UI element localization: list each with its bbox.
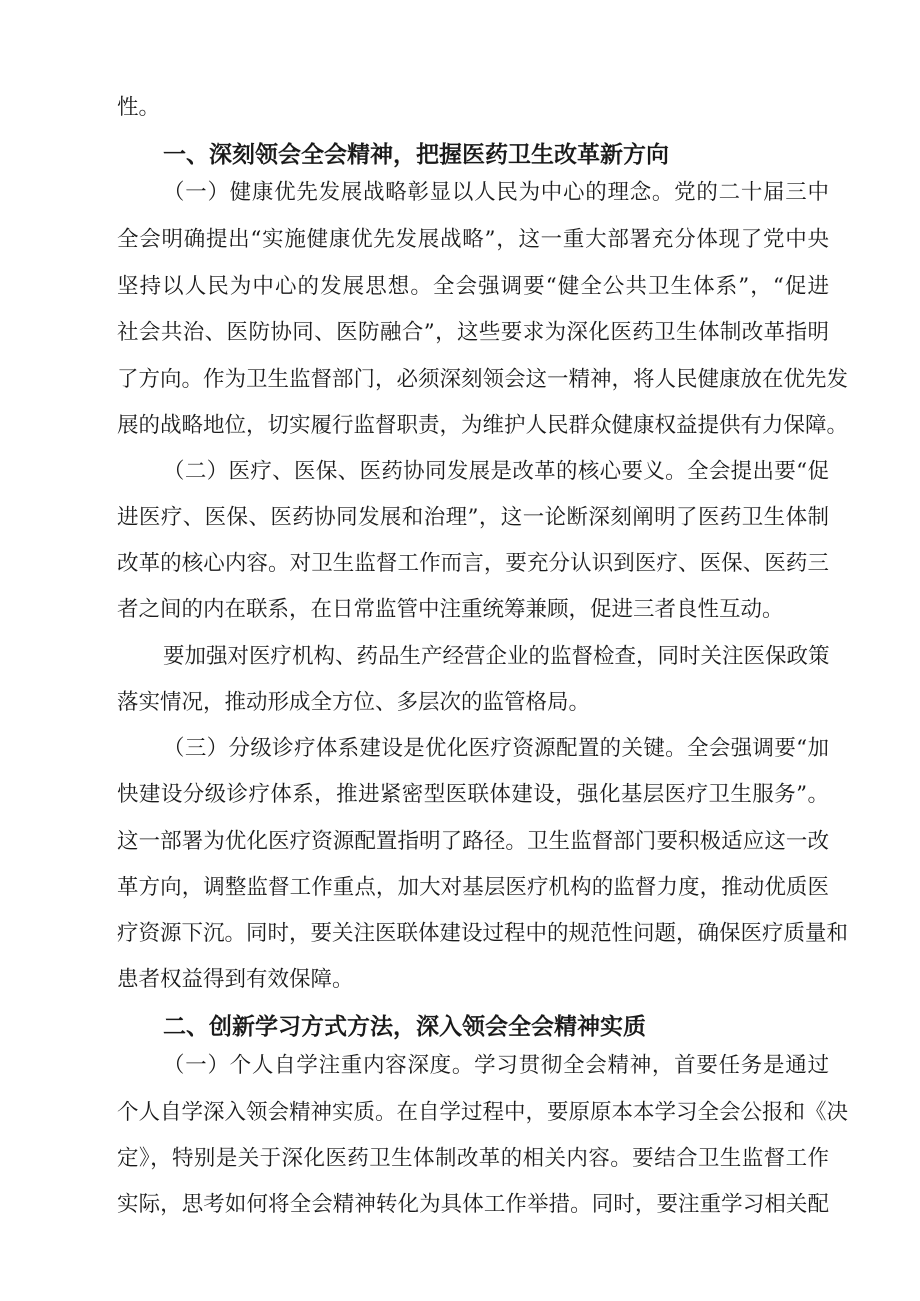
paragraph-line: 进医疗、医保、医药协同发展和治理”，这一论断深刻阐明了医药卫生体制 xyxy=(117,505,829,530)
paragraph-line: 患者权益得到有效保障。 xyxy=(117,967,354,992)
paragraph-line: （一）个人自学注重内容深度。学习贯彻全会精神，首要任务是通过 xyxy=(163,1053,829,1078)
paragraph-line: 全会明确提出“实施健康优先发展战略”，这一重大部署充分体现了党中央 xyxy=(117,227,829,252)
paragraph-line: 革方向，调整监督工作重点，加大对基层医疗机构的监督力度，推动优质医 xyxy=(117,875,829,900)
paragraph-line: 落实情况，推动形成全方位、多层次的监管格局。 xyxy=(117,690,591,715)
paragraph-line: 社会共治、医防协同、医防融合”，这些要求为深化医药卫生体制改革指明 xyxy=(117,320,829,345)
paragraph-line: 快建设分级诊疗体系，推进紧密型医联体建设，强化基层医疗卫生服务”。 xyxy=(117,782,829,807)
section-heading-1: 一、深刻领会全会精神，把握医药卫生改革新方向 xyxy=(163,142,669,168)
paragraph-line: 展的战略地位，切实履行监督职责，为维护人民群众健康权益提供有力保障。 xyxy=(117,413,849,438)
paragraph-line: 坚持以人民为中心的发展思想。全会强调要“健全公共卫生体系”，“促进 xyxy=(117,274,829,299)
paragraph-line: 这一部署为优化医疗资源配置指明了路径。卫生监督部门要积极适应这一改 xyxy=(117,829,829,854)
paragraph-line: 要加强对医疗机构、药品生产经营企业的监督检查，同时关注医保政策 xyxy=(163,644,830,669)
section-heading-2: 二、创新学习方式方法，深入领会全会精神实质 xyxy=(163,1014,646,1040)
paragraph-line: 了方向。作为卫生监督部门，必须深刻领会这一精神，将人民健康放在优先发 xyxy=(117,367,849,392)
paragraph-line: 实际，思考如何将全会精神转化为具体工作举措。同时，要注重学习相关配 xyxy=(117,1192,829,1217)
paragraph-line: 改革的核心内容。对卫生监督工作而言，要充分认识到医疗、医保、医药三 xyxy=(117,551,829,576)
paragraph-line: 者之间的内在联系，在日常监管中注重统筹兼顾，促进三者良性互动。 xyxy=(117,597,784,622)
paragraph-line: （一）健康优先发展战略彰显以人民为中心的理念。党的二十届三中 xyxy=(163,180,829,205)
paragraph-line: 定》，特别是关于深化医药卫生体制改革的相关内容。要结合卫生监督工作 xyxy=(117,1146,829,1171)
paragraph-continuation-line: 性。 xyxy=(117,95,161,120)
paragraph-line: 个人自学深入领会精神实质。在自学过程中，要原原本本学习全会公报和《决 xyxy=(117,1100,849,1125)
paragraph-line: （三）分级诊疗体系建设是优化医疗资源配置的关键。全会强调要“加 xyxy=(163,736,829,761)
paragraph-line: （二）医疗、医保、医药协同发展是改革的核心要义。全会提出要“促 xyxy=(163,459,829,484)
paragraph-line: 疗资源下沉。同时，要关注医联体建设过程中的规范性问题，确保医疗质量和 xyxy=(117,921,849,946)
